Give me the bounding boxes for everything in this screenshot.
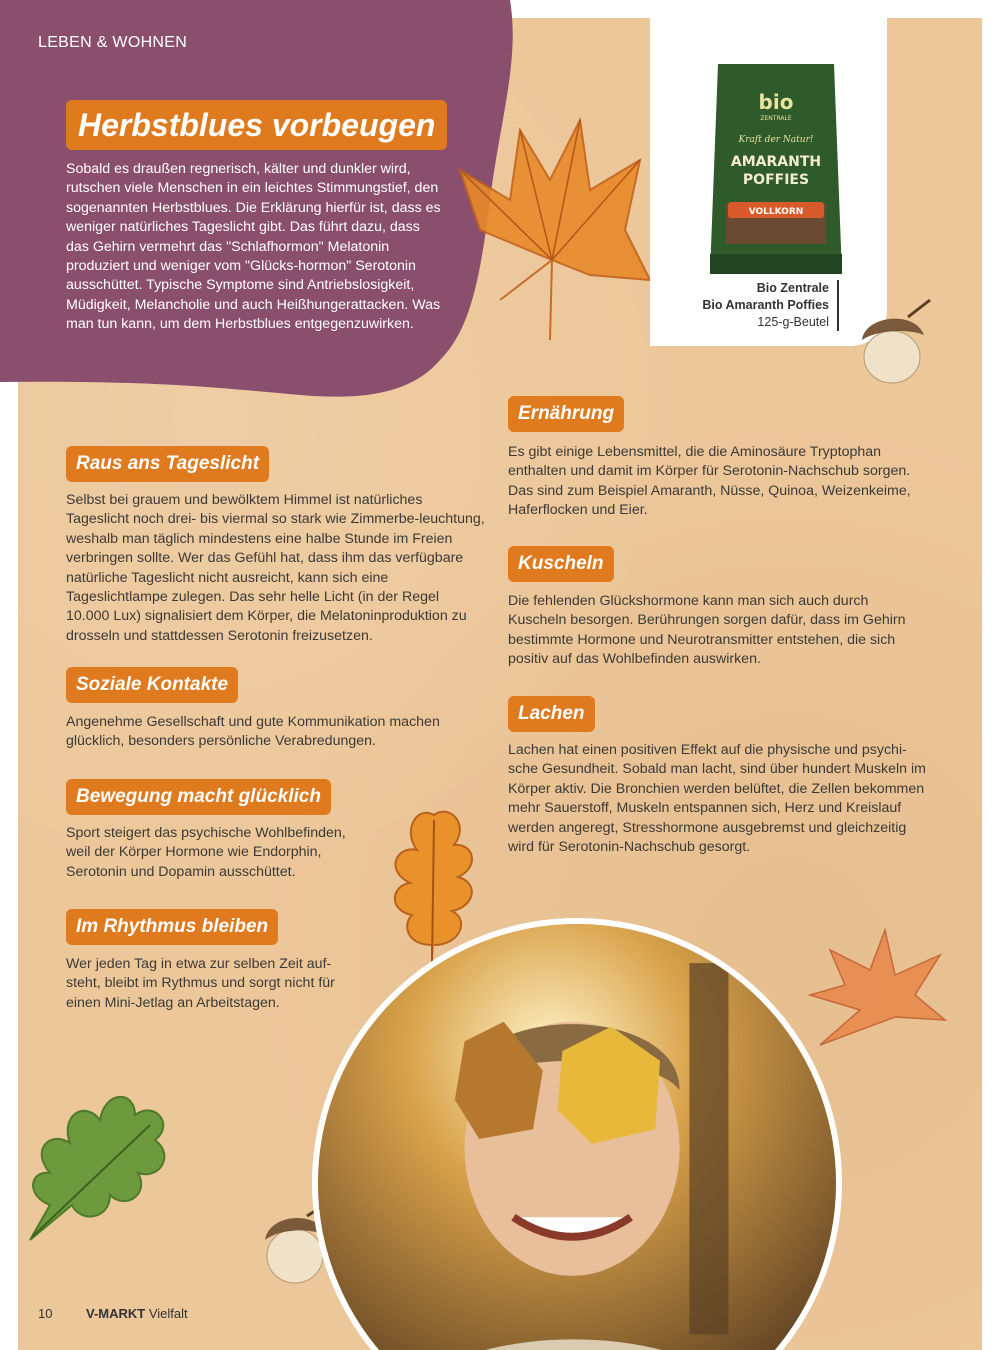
text-tageslicht: Selbst bei grauem und bewölktem Himmel ist natürliches Tageslicht noch drei- bis viermal so stark wie Zimmerbe-leuchtung, weshalb man täglich mindestens eine halbe Stunde im Freien verbringen sollte. Wer das Gefühl hat, dass ihm das verfügbare natürliche Tageslicht nicht ausreicht, kann sich eine Tageslichtlampe zulegen. Das sehr helle Licht (in der Regel 10.000 Lux) signalisiert dem Körper, die Melatoninproduktion zu drosseln und stattdessen Serotonin freizusetzen. xyxy=(66,492,485,644)
pack-title-2: POFFIES xyxy=(742,172,810,188)
acorn-icon xyxy=(850,295,940,390)
heading-kontakte: Soziale Kontakte xyxy=(66,667,238,703)
footer-brand-rest: Vielfalt xyxy=(145,1306,188,1321)
pack-title-1: AMARANTH xyxy=(730,154,822,170)
product-size: 125-g-Beutel xyxy=(757,315,829,329)
heading-ernaehrung: Ernährung xyxy=(508,396,624,432)
maple-leaf-icon xyxy=(440,110,660,350)
text-bewegung: Sport steigert das psychische Wohlbefinden, weil der Körper Hormone wie Endorphin, Serotonin und Dopamin ausschüttet. xyxy=(66,825,346,880)
page-title: Herbstblues vorbeugen xyxy=(66,100,447,150)
oak-leaf-icon xyxy=(10,1055,180,1245)
pack-badge: VOLLKORN xyxy=(748,207,804,217)
heading-kuscheln: Kuscheln xyxy=(508,546,614,582)
maple-leaf-icon xyxy=(800,925,950,1055)
text-kontakte: Angenehme Gesellschaft und gute Kommunikation machen glücklich, besonders persönliche Verabredungen. xyxy=(66,714,440,750)
product-brand: Bio Zentrale xyxy=(756,281,829,295)
product-caption xyxy=(702,280,839,331)
heading-lachen: Lachen xyxy=(508,696,595,732)
section-label: LEBEN & WOHNEN xyxy=(38,34,188,51)
pack-logo-sub: ZENTRALE xyxy=(760,115,792,122)
text-lachen: Lachen hat einen positiven Effekt auf die physische und psychi-sche Gesundheit. Sobald man lacht, sind über hundert Muskeln im Körper aktiv. Die Bronchien werden belüftet, die Zellen bekommen mehr Sauerstoff, Muskeln entspannen sich, Herz und Kreislauf werden angeregt, Stresshormone ausgebremst und gleichzeitig wird für Serotonin-Nachschub gesorgt. xyxy=(508,742,926,856)
heading-bewegung: Bewegung macht glücklich xyxy=(66,779,331,815)
product-name: Bio Amaranth Poffies xyxy=(702,298,829,312)
footer-brand xyxy=(86,1306,188,1321)
pack-tagline: Kraft der Natur! xyxy=(738,135,814,145)
text-ernaehrung: Es gibt einige Lebensmittel, die die Aminosäure Tryptophan enthalten und damit im Körper für Serotonin-Nachschub sorgen. Das sind zum Beispiel Amaranth, Nüsse, Quinoa, Weizenkeime, Haferflocken und Eier. xyxy=(508,444,911,519)
pack-logo: bio xyxy=(758,90,794,114)
text-kuscheln: Die fehlenden Glückshormone kann man sich auch durch Kuscheln besorgen. Berührungen sorgen dafür, dass im Gehirn bestimmte Hormone und Neurotransmitter entstehen, die sich positiv auf das Wohlbefinden auswirken. xyxy=(508,593,906,668)
footer-brand-bold: V-MARKT xyxy=(86,1306,146,1321)
product-pack-image xyxy=(706,54,846,286)
heading-rhythmus: Im Rhythmus bleiben xyxy=(66,909,278,945)
intro-text: Sobald es draußen regnerisch, kälter und dunkler wird, rutschen viele Menschen in ein leichtes Stimmungstief, den sogenannten Herbstblues. Die Erklärung hierfür ist, dass es weniger natürliches Tageslicht gibt. Das führt dazu, dass das Gehirn vermehrt das "Schlafhormon" Melatonin produziert und weniger vom "Glücks-hormon" Serotonin ausschüttet. Typische Symptome sind Antriebslosigkeit, Müdigkeit, Melancholie und auch Heißhungerattacken. Was man tun kann, um dem Herbstblues entgegenzuwirken. xyxy=(66,161,441,333)
page-number: 10 xyxy=(38,1306,53,1321)
text-rhythmus: Wer jeden Tag in etwa zur selben Zeit auf-steht, bleibt im Rythmus und sorgt nicht für einen Mini-Jetlag an Arbeitstagen. xyxy=(66,956,335,1011)
heading-tageslicht: Raus ans Tageslicht xyxy=(66,446,269,482)
